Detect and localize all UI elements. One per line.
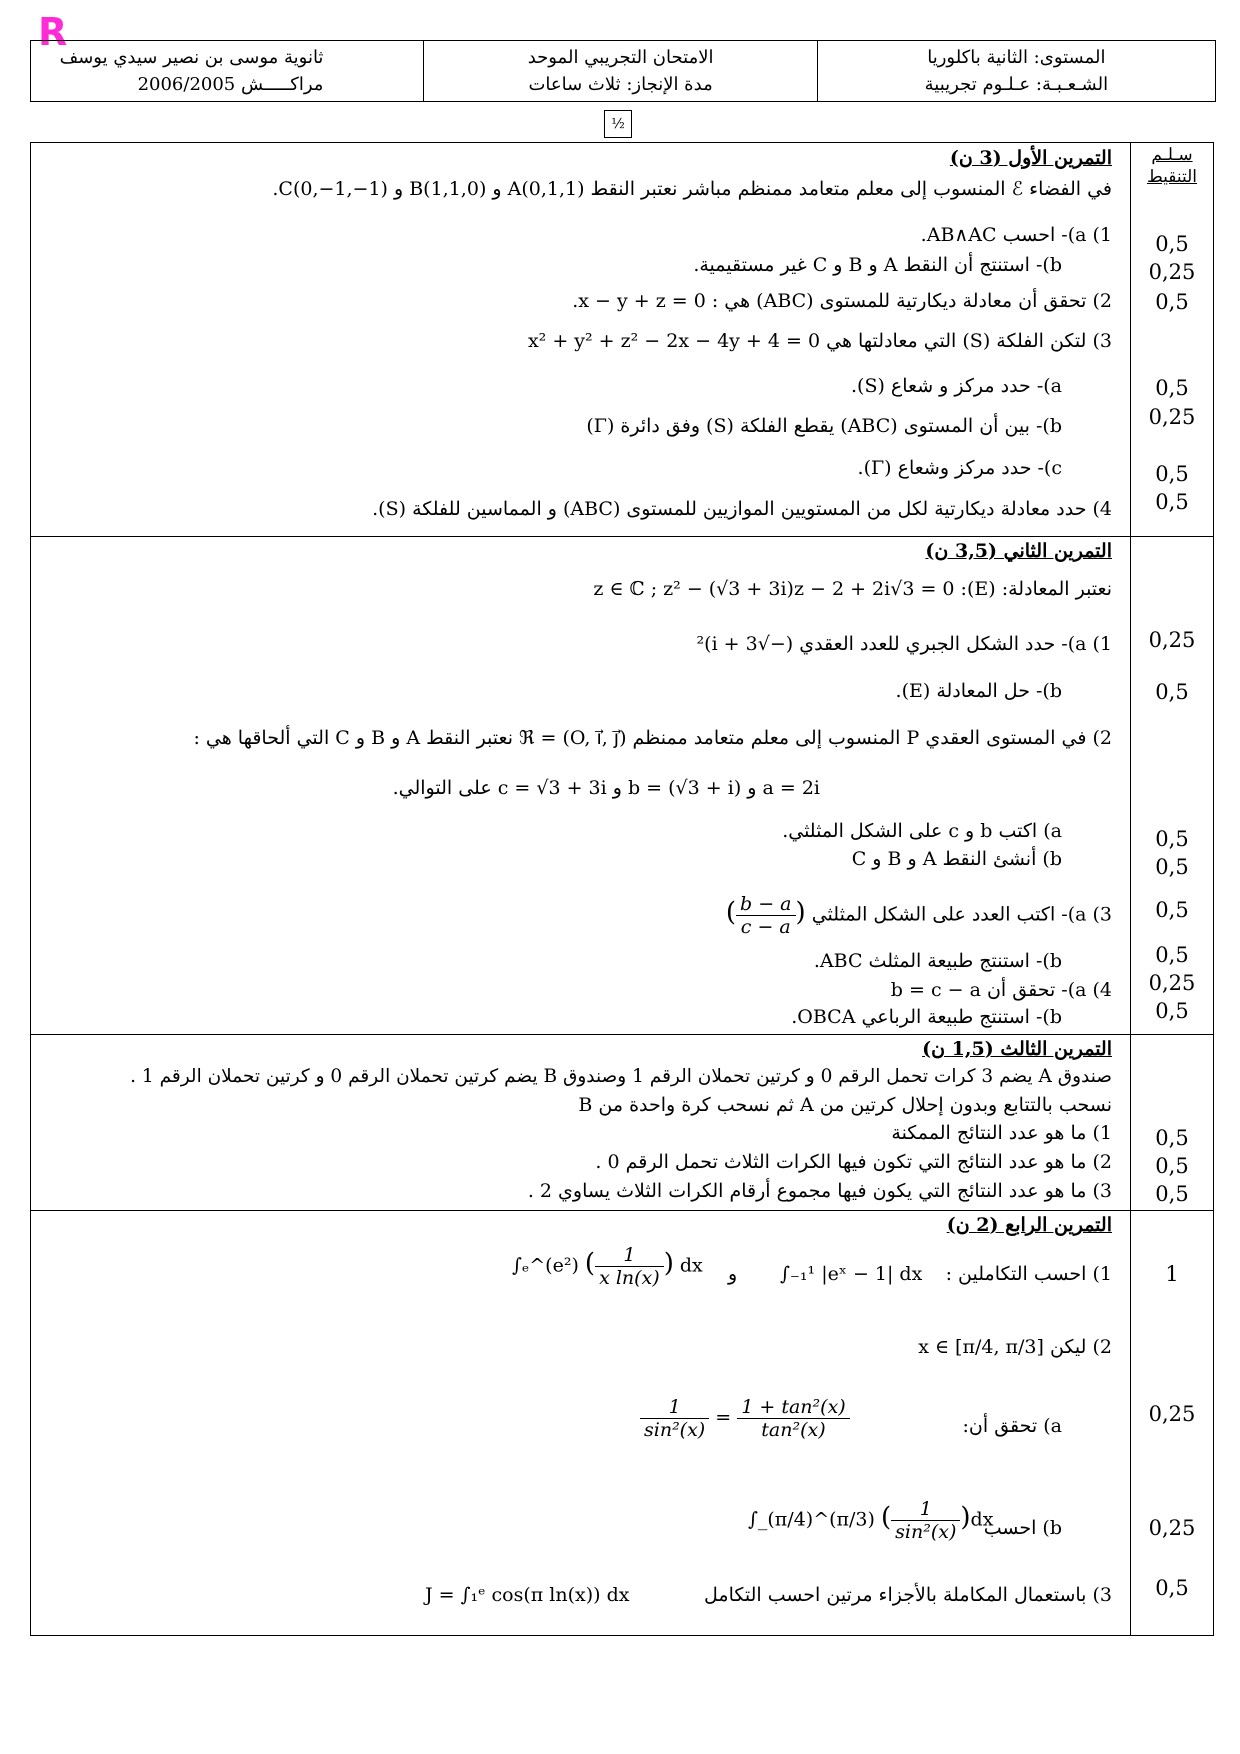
- ex4-and: و: [728, 1263, 738, 1285]
- ex1-title: التمرين الأول (3 ن): [949, 147, 1112, 169]
- ex4-title: التمرين الرابع (2 ن): [946, 1214, 1112, 1236]
- branch: الشـعـبـة: عـلـوم تجريبية: [924, 74, 1109, 95]
- ex4-q3: 3) باستعمال المكاملة بالأجزاء مرتين احسب التكامل: [704, 1584, 1112, 1606]
- ex3-line2: نسحب بالتتابع وبدون إحلال كرتين من A ثم نسحب كرة واحدة من B: [578, 1094, 1112, 1116]
- score: 0,5: [1155, 999, 1189, 1023]
- ex4-integral-1: ∫₋₁¹ |eˣ − 1| dx: [780, 1263, 923, 1285]
- ex2-q3a: 3) a)- اكتب العدد على الشكل المثلثي ( $\frac{b - a}{c - a}$ ): [725, 893, 1112, 938]
- score: 0,5: [1155, 827, 1189, 851]
- exam-title: الامتحان التجريبي الموحد: [527, 47, 714, 68]
- city-year: مراكـــــش 2006/2005: [137, 74, 324, 95]
- ex2-q1b: b)- حل المعادلة (E).: [895, 680, 1062, 702]
- score: 0,25: [1148, 260, 1196, 284]
- score: 0,5: [1155, 232, 1189, 256]
- ex2-q1a: 1) a)- حدد الشكل الجبري للعدد العقدي (−√3 + i)²: [696, 633, 1112, 655]
- school: ثانوية موسى بن نصير سيدي يوسف: [59, 47, 324, 68]
- ex4-q2: 2) ليكن x ∈ [π/4, π/3]: [918, 1336, 1112, 1358]
- score: 0,5: [1155, 680, 1189, 704]
- exam-duration: مدة الإنجاز: ثلاث ساعات: [528, 74, 713, 95]
- logo: R: [38, 10, 68, 54]
- ex2-q2: 2) في المستوى العقدي P المنسوب إلى معلم متعامد ممنظم ℜ = (O, i⃗, j⃗) نعتبر النقط A و B و C التي ألحاقها هي :: [193, 727, 1112, 749]
- ex4-q2a: a) تحقق أن:: [962, 1415, 1062, 1437]
- section-divider: [30, 1034, 1214, 1035]
- score: 0,5: [1155, 898, 1189, 922]
- ex4-integral-J: J = ∫₁ᵉ cos(π ln(x)) dx: [425, 1584, 630, 1606]
- ex3-q1: 1) ما هو عدد النتائج الممكنة: [891, 1122, 1112, 1144]
- ex1-q2: 2) تحقق أن معادلة ديكارتية للمستوى (ABC) هي : x − y + z = 0.: [572, 290, 1112, 312]
- score: 0,5: [1155, 1154, 1189, 1178]
- ex2-q4a: 4) a)- تحقق أن b = c − a: [890, 979, 1112, 1001]
- ex2-q3b: b)- استنتج طبيعة المثلث ABC.: [813, 950, 1062, 972]
- score: 0,5: [1155, 855, 1189, 879]
- section-divider: [30, 536, 1214, 537]
- score: 0,25: [1148, 1516, 1196, 1540]
- ex4-q1: 1) احسب التكاملين :: [945, 1263, 1112, 1285]
- score: 0,5: [1155, 1126, 1189, 1150]
- score: 0,5: [1155, 1182, 1189, 1206]
- header-exam-cell: [423, 41, 816, 101]
- ex1-intro: في الفضاء ℰ المنسوب إلى معلم متعامد ممنظم مباشر نعتبر النقط A(0,1,1) و B(1,1,0) و C(0,−1,−1).: [272, 178, 1112, 200]
- score-column-header: سـلـم التنقيط: [1146, 145, 1198, 187]
- level: المستوى: الثانية باكلوريا: [927, 47, 1106, 68]
- score: 0,5: [1155, 1576, 1189, 1600]
- ex1-q3c: c)- حدد مركز وشعاع (Γ).: [857, 457, 1062, 479]
- ex1-q3b: b)- بين أن المستوى (ABC) يقطع الفلكة (S) وفق دائرة (Γ): [586, 415, 1062, 437]
- ex3-q2: 2) ما هو عدد النتائج التي تكون فيها الكرات الثلاث تحمل الرقم 0 .: [595, 1151, 1112, 1173]
- ex1-q3: 3) لتكن الفلكة (S) التي معادلتها هي x² + y² + z² − 2x − 4y + 4 = 0: [527, 330, 1112, 352]
- ex1-q1a: 1) a)- احسب AB∧AC.: [920, 224, 1112, 246]
- score: 0,5: [1155, 290, 1189, 314]
- score: 0,25: [1148, 628, 1196, 652]
- ex2-q3-fraction: $\frac{b - a}{c - a}$: [736, 893, 796, 938]
- ex2-q2-values: a = 2i و b = (√3 + i) و c = √3 + 3i على التوالي.: [392, 777, 820, 799]
- ex4-integral-3: ∫_(π/4)^(π/3) ( $\frac{1}{\text{sin²(x)}}$ )dx: [748, 1498, 994, 1543]
- ex3-line1: صندوق A يضم 3 كرات تحمل الرقم 0 و كرتين تحملان الرقم 1 وصندوق B يضم كرتين تحملان الرقم 0 و كرتين تحملان الرقم 1 .: [130, 1066, 1112, 1087]
- ex1-q1b: b)- استنتج أن النقط A و B و C غير مستقيمية.: [693, 254, 1062, 276]
- ex1-q4: 4) حدد معادلة ديكارتية لكل من المستويين الموازيين للمستوى (ABC) و المماسين للفلكة (S).: [372, 498, 1112, 520]
- ex4-q2b: b) احسب: [983, 1517, 1062, 1539]
- header-level-cell: [817, 41, 1215, 101]
- score: 0,5: [1155, 462, 1189, 486]
- ex4-integral-2: ∫ₑ^(e²) ( $\frac{1}{\text{x ln(x)}}$ ) dx: [512, 1244, 703, 1289]
- ex1-q3a: a)- حدد مركز و شعاع (S).: [850, 375, 1062, 397]
- ex2-q2a: a) اكتب b و c على الشكل المثلثي.: [782, 820, 1062, 842]
- score: 0,5: [1155, 943, 1189, 967]
- ex2-q4b: b)- استنتج طبيعة الرباعي OBCA.: [791, 1006, 1062, 1028]
- ex2-intro: نعتبر المعادلة: (E): z ∈ ℂ ; z² − (√3 + 3i)z − 2 + 2i√3 = 0: [593, 578, 1112, 600]
- ex3-title: التمرين الثالث (1,5 ن): [922, 1038, 1112, 1060]
- score: 0,25: [1148, 405, 1196, 429]
- score: 1: [1165, 1262, 1179, 1286]
- page-number: ½: [604, 110, 632, 138]
- ex2-title: التمرين الثاني (3,5 ن): [925, 540, 1112, 562]
- score: 0,25: [1148, 1402, 1196, 1426]
- section-divider: [30, 1210, 1214, 1211]
- score: 0,25: [1148, 971, 1196, 995]
- ex4-identity: $\frac{1}{\text{sin²(x)}}$ = $\frac{\text{1 + tan²(x)}}{\text{tan²(x)}}$: [640, 1396, 850, 1441]
- header-table: [30, 40, 1216, 102]
- header-school-cell: [31, 41, 423, 101]
- ex3-q3: 3) ما هو عدد النتائج التي يكون فيها مجموع أرقام الكرات الثلاث يساوي 2 .: [527, 1180, 1112, 1202]
- ex2-q2b: b) أنشئ النقط A و B و C: [851, 848, 1062, 870]
- score: 0,5: [1155, 490, 1189, 514]
- exam-body: [30, 142, 1214, 1636]
- score: 0,5: [1155, 376, 1189, 400]
